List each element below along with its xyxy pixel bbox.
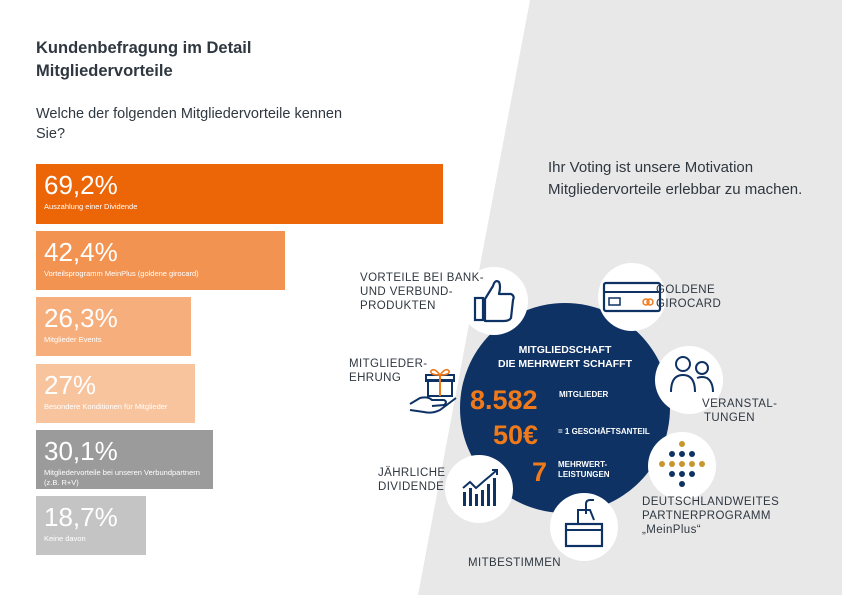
label-bank-products-line-2: UND VERBUND-: [360, 286, 453, 298]
bar-category-label: Mitgliedervorteile bei unseren Verbundpartnern (z.B. R+V): [44, 468, 200, 487]
center-heading: [480, 343, 650, 371]
center-heading-line-1: MITGLIEDSCHAFT: [518, 344, 612, 356]
label-events-line-1: VERANSTAL-: [702, 398, 778, 410]
stat-share-value: 50€: [493, 420, 539, 450]
center-heading-line-2: DIE MEHRWERT SCHAFFT: [498, 358, 632, 370]
survey-question: Welche der folgenden Mitgliedervorteile kennen Sie?: [36, 106, 343, 142]
bar-value-label: 30,1%: [44, 436, 118, 466]
motivation-text: Ihr Voting ist unsere Motivation Mitgliedervorteile erlebbar zu machen.: [548, 159, 803, 198]
stat-services-label-line-2: LEISTUNGEN: [558, 470, 610, 479]
label-annual-dividend: [378, 466, 446, 494]
label-golden-girocard-line-2: GIROCARD: [656, 298, 722, 310]
label-partner-program-line-2: PARTNERPROGRAMM: [642, 510, 771, 522]
label-bank-products: [360, 271, 484, 313]
bar-category-label: Auszahlung einer Dividende: [44, 202, 138, 211]
stat-services-value: 7: [532, 457, 548, 487]
label-member-honors-line-2: EHRUNG: [349, 372, 402, 384]
label-annual-dividend-line-2: DIVIDENDE: [378, 481, 445, 493]
stat-services-label-line-1: MEHRWERT-: [558, 460, 608, 469]
bar-value-label: 26,3%: [44, 303, 118, 333]
label-member-honors: [349, 357, 428, 385]
label-codetermination: MITBESTIMMEN: [468, 557, 561, 569]
label-events-line-2: TUNGEN: [704, 412, 755, 424]
bar-value-label: 18,7%: [44, 502, 118, 532]
label-annual-dividend-line-1: JÄHRLICHE: [378, 467, 446, 479]
stat-services-label: [558, 460, 610, 480]
label-partner-program-line-1: DEUTSCHLANDWEITES: [642, 496, 780, 508]
label-events: [702, 397, 777, 425]
label-bank-products-line-1: VORTEILE BEI BANK-: [360, 272, 484, 284]
label-partner-program-line-3: „MeinPlus“: [642, 524, 701, 536]
bar-category-label: Besondere Konditionen für Mitglieder: [44, 402, 168, 411]
label-golden-girocard-line-1: GOLDENE: [656, 284, 716, 296]
stat-members-label: MITGLIEDER: [559, 390, 609, 399]
label-bank-products-line-3: PRODUKTEN: [360, 300, 436, 312]
title-line-2: Mitgliedervorteile: [36, 62, 173, 80]
label-member-honors-line-1: MITGLIEDER-: [349, 358, 428, 370]
stat-share-label: = 1 GESCHÄFTSANTEIL: [558, 427, 650, 436]
title-line-1: Kundenbefragung im Detail: [36, 39, 252, 57]
bar-value-label: 69,2%: [44, 170, 118, 200]
stat-members-value: 8.582: [470, 385, 538, 415]
bar-category-label: Vorteilsprogramm MeinPlus (goldene girocard): [44, 269, 199, 278]
bar-category-label: Mitglieder Events: [44, 335, 102, 344]
label-golden-girocard: [656, 283, 721, 311]
bar-category-label: Keine davon: [44, 534, 86, 543]
label-partner-program: [642, 495, 779, 537]
bar-value-label: 27%: [44, 370, 97, 400]
center-circle-content: [460, 303, 670, 513]
bar-value-label: 42,4%: [44, 237, 118, 267]
